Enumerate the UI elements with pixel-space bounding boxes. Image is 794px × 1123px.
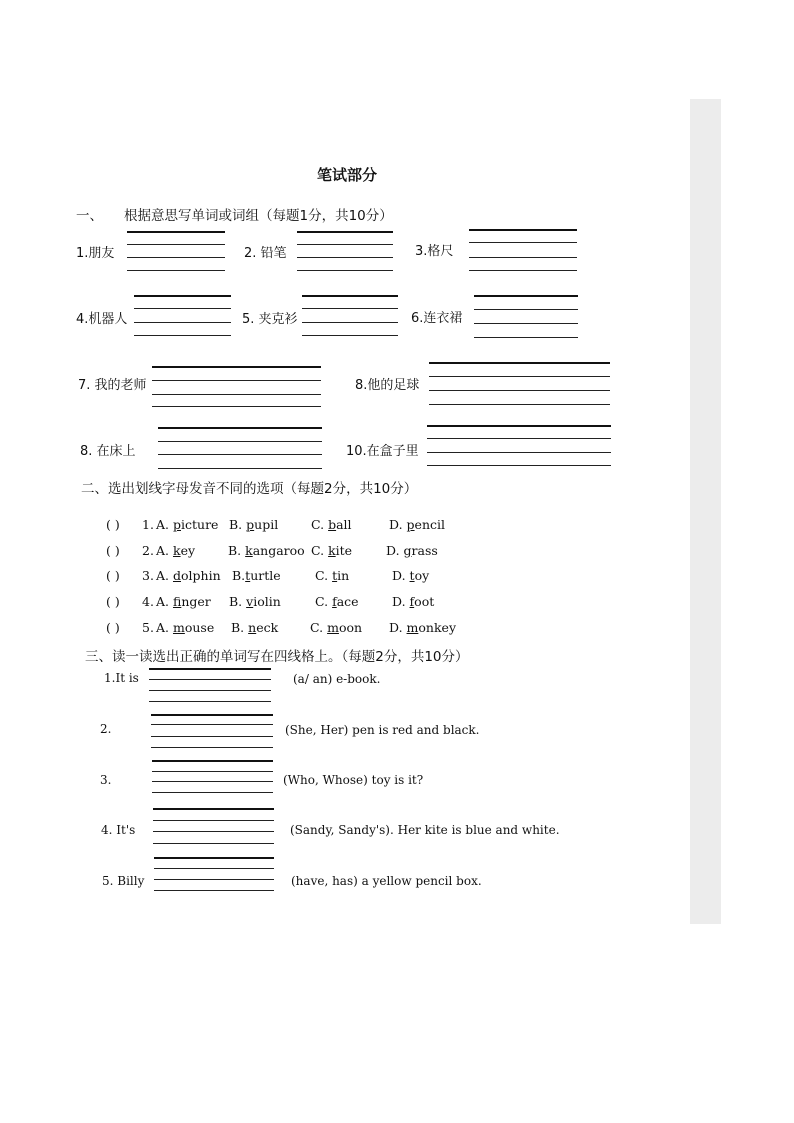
option-b: B. violin <box>229 594 281 609</box>
question-number: 5. <box>142 620 154 635</box>
page-title: 笔试部分 <box>316 166 377 184</box>
item9-label: 8. 在床上 <box>80 444 136 459</box>
option-b: B. neck <box>231 620 279 635</box>
item-prefix: 4. It's <box>101 823 136 837</box>
option-c: C. ball <box>311 517 352 532</box>
answer-paren[interactable]: ( ) <box>106 620 120 635</box>
item-prefix: 3. <box>100 773 112 787</box>
item-prefix: 5. Billy <box>102 874 145 888</box>
item5-label: 5. 夹克衫 <box>242 312 298 327</box>
sentence-text: (a/ an) e-book. <box>293 672 381 686</box>
answer-paren[interactable]: ( ) <box>106 568 120 583</box>
option-d: D. grass <box>386 543 438 558</box>
option-d: D. foot <box>392 594 435 609</box>
sentence-text: (have, has) a yellow pencil box. <box>291 874 482 888</box>
sentence-text: (Sandy, Sandy's). Her kite is blue and white. <box>290 823 560 837</box>
item7-label: 7. 我的老师 <box>78 378 147 393</box>
section1-number: 一、 <box>76 208 103 224</box>
answer-paren[interactable]: ( ) <box>106 594 120 609</box>
question-number: 1. <box>142 517 154 532</box>
option-c: C. tin <box>315 568 350 583</box>
item8-label: 8.他的足球 <box>355 378 420 393</box>
item10-label: 10.在盒子里 <box>346 444 419 459</box>
option-a: A. key <box>156 543 196 558</box>
item6-label: 6.连衣裙 <box>411 311 463 326</box>
item-prefix: 1.It is <box>104 671 139 685</box>
section1-heading <box>76 204 393 224</box>
question-number: 3. <box>142 568 154 583</box>
question-number: 4. <box>142 594 154 609</box>
option-d: D. toy <box>392 568 430 583</box>
option-d: D. pencil <box>389 517 445 532</box>
item-prefix: 2. <box>100 722 112 736</box>
option-c: C. kite <box>311 543 353 558</box>
option-d: D. monkey <box>389 620 457 635</box>
option-c: C. face <box>315 594 359 609</box>
option-a: A. mouse <box>156 620 215 635</box>
item3-label: 3.格尺 <box>415 244 454 259</box>
sentence-text: (Who, Whose) toy is it? <box>283 773 424 787</box>
option-b: B. kangaroo <box>228 543 305 558</box>
option-b: B.turtle <box>232 568 281 583</box>
section3-heading: 三、读一读选出正确的单词写在四线格上。（每题2分，共10分） <box>85 649 469 665</box>
option-b: B. pupil <box>229 517 279 532</box>
question-number: 2. <box>142 543 154 558</box>
section1-heading-text: 根据意思写单词或词组（每题1分，共10分） <box>124 208 393 224</box>
answer-paren[interactable]: ( ) <box>106 543 120 558</box>
section2-heading: 二、选出划线字母发音不同的选项（每题2分，共10分） <box>81 481 418 497</box>
item1-label: 1.朋友 <box>76 246 115 261</box>
item4-label: 4.机器人 <box>76 312 128 327</box>
answer-paren[interactable]: ( ) <box>106 517 120 532</box>
sentence-text: (She, Her) pen is red and black. <box>285 723 480 737</box>
option-c: C. moon <box>310 620 363 635</box>
option-a: A. finger <box>156 594 211 609</box>
right-margin-strip <box>690 99 721 924</box>
option-a: A. dolphin <box>156 568 221 583</box>
option-a: A. picture <box>156 517 219 532</box>
item2-label: 2. 铅笔 <box>244 246 287 261</box>
